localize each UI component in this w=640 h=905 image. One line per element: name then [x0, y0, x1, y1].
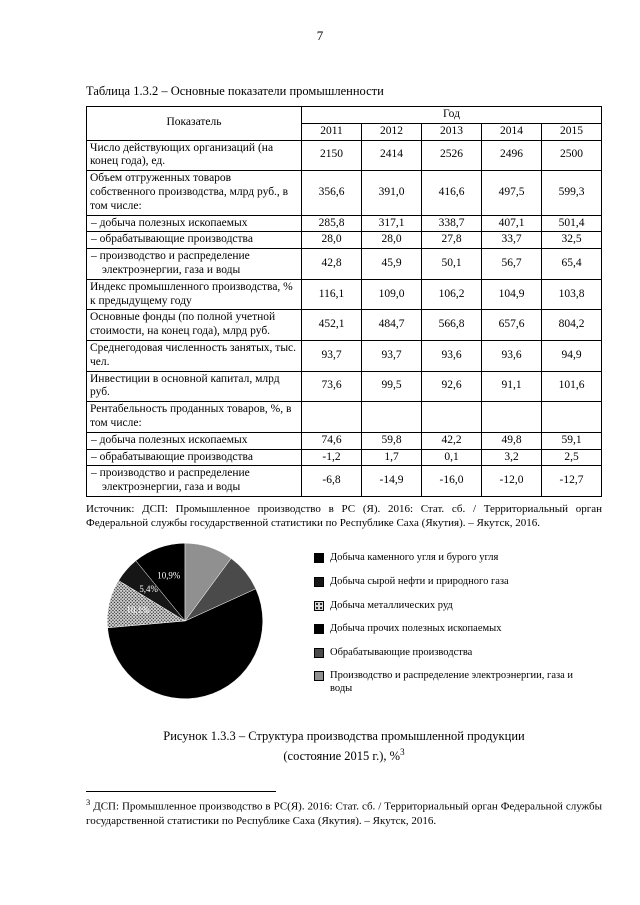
- table-row: [87, 402, 602, 433]
- row-value: 49,8: [482, 432, 542, 449]
- legend-item: [314, 576, 574, 589]
- legend-swatch: [314, 601, 324, 611]
- row-value: 28,0: [302, 232, 362, 249]
- column-header-year-2011: 2011: [302, 123, 362, 140]
- table-row: [87, 171, 602, 215]
- pie-slice-label: 10,9%: [157, 570, 181, 581]
- row-value: 106,2: [422, 279, 482, 310]
- row-value: 3,2: [482, 449, 542, 466]
- row-value: -6,8: [302, 466, 362, 497]
- row-value: 92,6: [422, 371, 482, 402]
- figure-caption: [86, 727, 602, 764]
- table-row: [87, 249, 602, 280]
- page-number: 7: [316, 28, 324, 43]
- row-value: 94,9: [542, 340, 602, 371]
- row-value: 74,6: [302, 432, 362, 449]
- legend-item: [314, 647, 574, 660]
- row-value: 2496: [482, 140, 542, 171]
- row-value: 2526: [422, 140, 482, 171]
- pie-slice-label: 5,4%: [139, 584, 158, 595]
- column-header-indicator: Показатель: [87, 107, 302, 141]
- row-label: – добыча полезных ископаемых: [87, 215, 302, 232]
- chart-legend: [314, 552, 574, 695]
- row-value: 101,6: [542, 371, 602, 402]
- row-value: 93,7: [302, 340, 362, 371]
- pie-chart: [104, 540, 266, 707]
- table-row: [87, 371, 602, 402]
- table-caption: Таблица 1.3.2 – Основные показатели промышленности: [86, 84, 384, 98]
- row-value: 93,6: [422, 340, 482, 371]
- row-label: – обрабатывающие производства: [87, 449, 302, 466]
- row-value: 93,7: [362, 340, 422, 371]
- indicators-table: [86, 106, 602, 497]
- row-value: -14,9: [362, 466, 422, 497]
- row-value: 285,8: [302, 215, 362, 232]
- row-value: 566,8: [422, 310, 482, 341]
- figure-caption-line2: (состояние 2015 г.), %: [283, 748, 401, 763]
- row-value: 32,5: [542, 232, 602, 249]
- figure-caption-line1: Рисунок 1.3.3 – Структура производства промышленной продукции: [163, 729, 525, 744]
- row-label: – производство и распределение электроэнергии, газа и воды: [87, 249, 302, 280]
- row-value: 104,9: [482, 279, 542, 310]
- row-value: 599,3: [542, 171, 602, 215]
- footnote-marker: 3: [86, 796, 91, 807]
- row-label: Основные фонды (по полной учетной стоимости, на конец года), млрд руб.: [87, 310, 302, 341]
- row-value: 65,4: [542, 249, 602, 280]
- legend-label: Обрабатывающие производства: [330, 646, 473, 658]
- row-value: 109,0: [362, 279, 422, 310]
- row-value: 99,5: [362, 371, 422, 402]
- legend-item: [314, 552, 574, 565]
- row-value: -1,2: [302, 449, 362, 466]
- legend-item: [314, 623, 574, 636]
- row-value: 93,6: [482, 340, 542, 371]
- row-value: 1,7: [362, 449, 422, 466]
- row-value: 59,1: [542, 432, 602, 449]
- row-value: 0,1: [422, 449, 482, 466]
- table-row: [87, 466, 602, 497]
- row-value: 2500: [542, 140, 602, 171]
- row-value: 45,9: [362, 249, 422, 280]
- legend-label: Добыча прочих полезных ископаемых: [330, 623, 502, 635]
- row-value: [302, 402, 362, 433]
- legend-swatch: [314, 553, 324, 563]
- row-value: 317,1: [362, 215, 422, 232]
- row-value: 28,0: [362, 232, 422, 249]
- row-value: -12,7: [542, 466, 602, 497]
- table-row: [87, 432, 602, 449]
- row-value: 50,1: [422, 249, 482, 280]
- row-value: 91,1: [482, 371, 542, 402]
- table-header-row: [87, 107, 602, 124]
- row-value: 407,1: [482, 215, 542, 232]
- column-header-year-2015: 2015: [542, 123, 602, 140]
- row-label: – обрабатывающие производства: [87, 232, 302, 249]
- source-note: Источник: ДСП: Промышленное производство в РС (Я). 2016: Стат. сб. / Территориальный орган Федеральной службы государственной статистики по Республике Саха (Якутия). – Якутск, 2016.: [86, 502, 602, 529]
- row-value: 73,6: [302, 371, 362, 402]
- table-row: [87, 279, 602, 310]
- legend-swatch: [314, 624, 324, 634]
- row-value: 42,2: [422, 432, 482, 449]
- column-header-year-2014: 2014: [482, 123, 542, 140]
- column-header-year-group: Год: [302, 107, 602, 124]
- row-value: 103,8: [542, 279, 602, 310]
- row-value: [362, 402, 422, 433]
- row-label: Рентабельность проданных товаров, %, в том числе:: [87, 402, 302, 433]
- table-row: [87, 449, 602, 466]
- table-row: [87, 140, 602, 171]
- row-value: 56,7: [482, 249, 542, 280]
- legend-label: Добыча сырой нефти и природного газа: [330, 575, 509, 587]
- legend-label: Добыча металлических руд: [330, 599, 453, 611]
- row-value: 804,2: [542, 310, 602, 341]
- row-value: 657,6: [482, 310, 542, 341]
- row-value: 356,6: [302, 171, 362, 215]
- table-row: [87, 232, 602, 249]
- row-value: 2,5: [542, 449, 602, 466]
- table-row: [87, 310, 602, 341]
- row-value: 42,8: [302, 249, 362, 280]
- pie-chart-figure: [104, 540, 602, 707]
- column-header-year-2013: 2013: [422, 123, 482, 140]
- table-row: [87, 215, 602, 232]
- footnote-text: ДСП: Промышленное производство в РС(Я). 2016: Стат. сб. / Территориальный орган Федеральной службы государственной статистики по Республике Саха (Якутия). – Якутск, 2016.: [86, 800, 602, 827]
- footnote-paragraph: [86, 797, 602, 828]
- column-header-year-2012: 2012: [362, 123, 422, 140]
- row-value: 338,7: [422, 215, 482, 232]
- row-value: 27,8: [422, 232, 482, 249]
- row-value: [542, 402, 602, 433]
- row-label: – добыча полезных ископаемых: [87, 432, 302, 449]
- row-value: 497,5: [482, 171, 542, 215]
- row-value: 501,4: [542, 215, 602, 232]
- legend-swatch: [314, 671, 324, 681]
- figure-caption-footnote-ref: 3: [400, 746, 405, 757]
- legend-item: [314, 670, 574, 695]
- table-header: [87, 107, 602, 141]
- row-value: 2414: [362, 140, 422, 171]
- row-value: 33,7: [482, 232, 542, 249]
- row-label: Инвестиции в основной капитал, млрд руб.: [87, 371, 302, 402]
- row-value: -16,0: [422, 466, 482, 497]
- table-body: [87, 140, 602, 496]
- pie-chart-svg: [104, 540, 266, 702]
- footnote-separator: [86, 791, 276, 792]
- pie-slice-label: 10,1%: [126, 605, 150, 616]
- row-value: [422, 402, 482, 433]
- row-value: 391,0: [362, 171, 422, 215]
- legend-label: Добыча каменного угля и бурого угля: [330, 552, 499, 564]
- row-label: Индекс промышленного производства, % к предыдущему году: [87, 279, 302, 310]
- row-value: 416,6: [422, 171, 482, 215]
- legend-swatch: [314, 648, 324, 658]
- row-label: Число действующих организаций (на конец года), ед.: [87, 140, 302, 171]
- row-label: Объем отгруженных товаров собственного производства, млрд руб., в том числе:: [87, 171, 302, 215]
- row-value: 484,7: [362, 310, 422, 341]
- row-label: – производство и распределение электроэнергии, газа и воды: [87, 466, 302, 497]
- table-row: [87, 340, 602, 371]
- row-value: 452,1: [302, 310, 362, 341]
- footnote: [86, 791, 602, 828]
- row-label: Среднегодовая численность занятых, тыс. чел.: [87, 340, 302, 371]
- row-value: 59,8: [362, 432, 422, 449]
- legend-item: [314, 600, 574, 613]
- pie-slices: [107, 544, 263, 700]
- page-content: [0, 84, 640, 828]
- row-value: [482, 402, 542, 433]
- row-value: -12,0: [482, 466, 542, 497]
- row-value: 2150: [302, 140, 362, 171]
- legend-label: Производство и распределение электроэнергии, газа и воды: [330, 670, 574, 694]
- row-value: 116,1: [302, 279, 362, 310]
- legend-swatch: [314, 577, 324, 587]
